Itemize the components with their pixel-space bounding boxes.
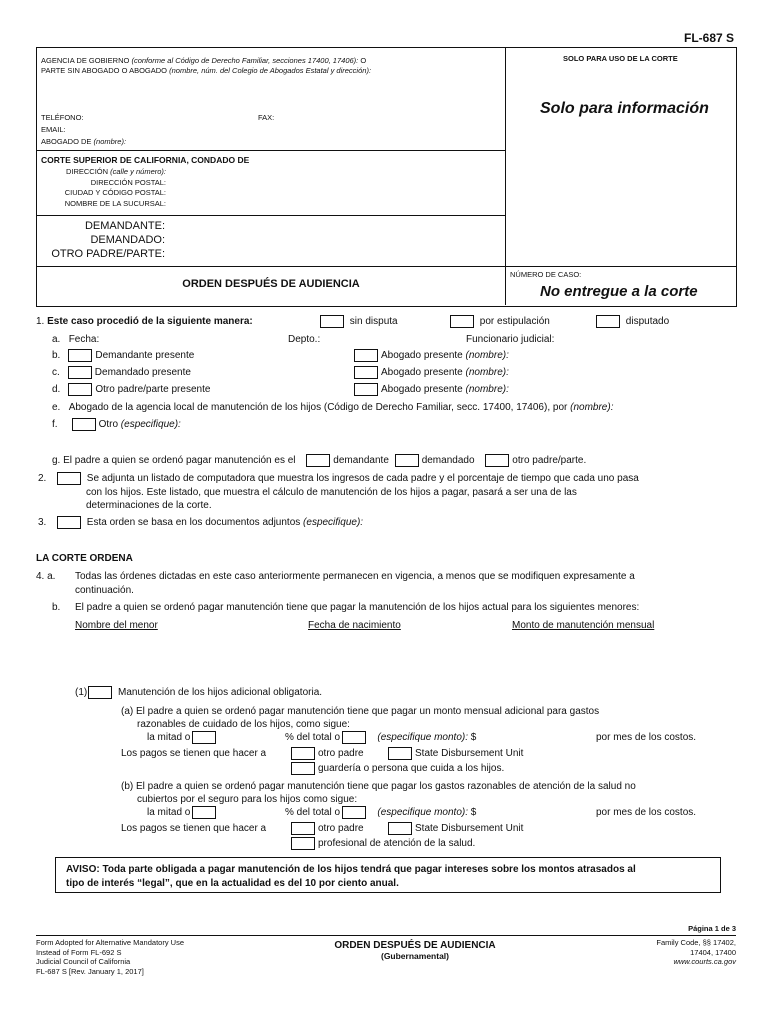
demandante-label: DEMANDANTE: <box>84 220 165 232</box>
footer-left <box>36 938 184 976</box>
footer-right3: www.courts.ca.gov <box>673 957 736 966</box>
footer-left4: FL-687 S [Rev. January 1, 2017] <box>36 966 144 976</box>
item1b-dollar: $ <box>470 807 477 819</box>
caption-hline-2 <box>36 215 506 216</box>
s1-opt2 <box>450 315 550 328</box>
s3-note: (especifique): <box>303 517 364 529</box>
col-monto: Monto de manutención mensual <box>512 620 655 631</box>
s1c-right-text: Abogado presente <box>381 367 463 379</box>
s4a-line2: continuación. <box>75 585 134 596</box>
case-number-label: NÚMERO DE CASO: <box>510 270 582 279</box>
item1b-sdu-checkbox[interactable] <box>388 822 412 835</box>
footer-left2: Instead of Form FL-692 S <box>36 947 122 957</box>
notice-box <box>55 857 721 893</box>
s1c-checkbox[interactable] <box>68 366 92 379</box>
footer-right2: 17404, 17400 <box>690 947 736 957</box>
s4a-line1: Todas las órdenes dictadas en este caso anteriormente permanecen en vigencia, a menos que se modifiquen expresamente a <box>75 571 635 582</box>
item1-text: Manutención de los hijos adicional obligatoria. <box>118 687 323 699</box>
s1f-letter: f. <box>52 419 58 431</box>
s1-opt2-checkbox[interactable] <box>450 315 474 328</box>
item1b-line2: cubiertos por el seguro para los hijos como sigue: <box>137 794 358 805</box>
s1e-row <box>52 401 613 414</box>
s1-header <box>36 315 253 328</box>
info-only-stamp: Solo para información <box>540 100 709 117</box>
s1f-text: Otro <box>98 419 119 431</box>
footer-center1: ORDEN DESPUÉS DE AUDIENCIA <box>334 940 496 951</box>
caption-hline-1 <box>36 150 506 151</box>
item1b-half-row <box>147 806 219 819</box>
caption-hline-3 <box>36 266 736 267</box>
col-fecha-nacimiento: Fecha de nacimiento <box>308 620 401 631</box>
s2-num: 2. <box>38 473 47 484</box>
item1a-daycare: guardería o persona que cuida a los hijos. <box>318 763 505 775</box>
party-line: PARTE SIN ABOGADO O ABOGADO <box>41 66 168 75</box>
item1b-half-checkbox[interactable] <box>192 806 216 819</box>
item1a-other-parent-checkbox[interactable] <box>291 747 315 760</box>
s1g-opt1-checkbox[interactable] <box>306 454 330 467</box>
s1c-right <box>354 366 509 379</box>
item1a-half: la mitad o <box>147 732 191 744</box>
party-note: (nombre, núm. del Colegio de Abogados Estatal y dirección): <box>169 66 372 75</box>
s1-opt2-label: por estipulación <box>479 316 550 328</box>
item1a-other-parent: otro padre <box>318 748 364 760</box>
s1b-checkbox[interactable] <box>68 349 92 362</box>
footer-left1: Form Adopted for Alternative Mandatory Use <box>36 938 184 947</box>
s3-num: 3. <box>38 517 47 528</box>
form-id: FL-687 S <box>683 31 734 45</box>
item1-checkbox[interactable] <box>88 686 112 699</box>
s1-opt3-label: disputado <box>625 316 670 328</box>
s1c-row <box>52 366 191 379</box>
s4b-text: El padre a quien se ordenó pagar manutención tiene que pagar la manutención de los hijos actual para los siguientes menores: <box>75 602 640 613</box>
item1a-half-row <box>147 731 219 744</box>
party-labels <box>41 219 165 261</box>
court-title: CORTE SUPERIOR DE CALIFORNIA, CONDADO DE <box>41 155 250 165</box>
item1a-specify: (especifique monto): <box>377 732 468 744</box>
footer-rule <box>36 935 736 936</box>
s4a-num: 4. a. <box>36 571 56 582</box>
page-number: Página 1 de 3 <box>688 924 736 933</box>
item1b-half: la mitad o <box>147 807 191 819</box>
s1-opt1 <box>320 315 398 328</box>
footer-left3: Judicial Council of California <box>36 957 131 966</box>
item1b-other-parent-checkbox[interactable] <box>291 822 315 835</box>
s1e-nombre: (nombre): <box>570 402 614 413</box>
footer-right1: Family Code, §§ 17402, <box>656 938 736 947</box>
item1a-pct-row <box>285 731 476 744</box>
s1d-right-checkbox[interactable] <box>354 383 378 396</box>
item1b-health: profesional de atención de la salud. <box>318 838 476 850</box>
item1b-pct-row <box>285 806 476 819</box>
order-title: ORDEN DESPUÉS DE AUDIENCIA <box>182 278 360 290</box>
s2-line1: Se adjunta un listado de computadora que muestra los ingresos de cada padre y el porcentaje de tiempo que cada uno pasa <box>86 473 639 485</box>
do-not-file-stamp: No entregue a la corte <box>540 283 698 300</box>
s1g-row <box>52 454 586 467</box>
s2-checkbox[interactable] <box>57 472 81 485</box>
item1a-line2: razonables de cuidado de los hijos, como sigue: <box>137 719 350 730</box>
s1d-letter: d. <box>52 384 61 396</box>
s1-opt3 <box>596 315 669 328</box>
s1d-text: Otro padre/parte presente <box>95 384 211 396</box>
item1a-other-parent-row <box>291 747 364 760</box>
item1a-payments: Los pagos se tienen que hacer a <box>121 748 267 759</box>
s1g-opt3-checkbox[interactable] <box>485 454 509 467</box>
s2-row <box>57 472 639 485</box>
s1-opt1-checkbox[interactable] <box>320 315 344 328</box>
s1-opt1-label: sin disputa <box>349 316 398 328</box>
s1g-opt3-label: otro padre/parte. <box>512 455 587 467</box>
orders-heading: LA CORTE ORDENA <box>36 553 133 564</box>
s3-checkbox[interactable] <box>57 516 81 529</box>
s3-text: Esta orden se basa en los documentos adjuntos <box>86 517 301 529</box>
item1b-other-parent-row <box>291 822 364 835</box>
footer-right <box>656 938 736 967</box>
direccion-postal-label: DIRECCIÓN POSTAL: <box>90 177 166 187</box>
s1b-nombre: (nombre): <box>465 350 509 362</box>
item1a-sdu-row <box>388 747 523 760</box>
s1b-text: Demandante presente <box>95 350 195 362</box>
item1a-pct: % del total o <box>285 732 341 744</box>
abogado-de-label <box>41 137 126 146</box>
s1b-row <box>52 349 194 362</box>
s1a-depto: Depto.: <box>288 334 321 345</box>
item1b-specify: (especifique monto): <box>377 807 468 819</box>
s1d-right-text: Abogado presente <box>381 384 463 396</box>
s1f-checkbox[interactable] <box>72 418 96 431</box>
s1b-letter: b. <box>52 350 61 362</box>
item1b-payments: Los pagos se tienen que hacer a <box>121 823 267 834</box>
item1b-pct: % del total o <box>285 807 341 819</box>
agency-block <box>41 56 501 76</box>
s1c-nombre: (nombre): <box>465 367 509 379</box>
direccion-note: (calle y número): <box>110 167 166 176</box>
s1b-right-checkbox[interactable] <box>354 349 378 362</box>
s1a-funcionario: Funcionario judicial: <box>466 334 555 345</box>
s1e-text: Abogado de la agencia local de manutención de los hijos (Código de Derecho Familiar, secc. 17400, 17406), por <box>68 402 568 413</box>
notice-text <box>66 863 636 891</box>
s1d-checkbox[interactable] <box>68 383 92 396</box>
item1b-per-month: por mes de los costos. <box>596 807 697 818</box>
agency-or: O <box>360 56 367 65</box>
item1a-daycare-row <box>291 762 504 775</box>
abogado-de-note: (nombre): <box>93 137 127 146</box>
demandado-label: DEMANDADO: <box>90 234 165 246</box>
abogado-de-text: ABOGADO DE <box>41 137 92 146</box>
s1d-right <box>354 383 509 396</box>
sucursal-label: NOMBRE DE LA SUCURSAL: <box>64 198 166 208</box>
item1a-sdu-checkbox[interactable] <box>388 747 412 760</box>
item1a-pct-checkbox[interactable] <box>342 731 366 744</box>
s1g-opt1-label: demandante <box>333 455 389 467</box>
item1b-line1: (b) El padre a quien se ordenó pagar manutención tiene que pagar los gastos razonables de atención de la salud no <box>121 781 636 792</box>
item1a-half-checkbox[interactable] <box>192 731 216 744</box>
item1b-other-parent: otro padre <box>318 823 364 835</box>
fax-label: FAX: <box>258 113 275 122</box>
s1f-row <box>52 418 181 431</box>
s1g-text: g. El padre a quien se ordenó pagar manutención es el <box>52 455 296 467</box>
ciudad-label: CIUDAD Y CÓDIGO POSTAL: <box>64 188 166 197</box>
s2-line2: con los hijos. Este listado, que muestra el cálculo de manutención de los hijos a pagar, pasará a ser una de las <box>86 487 577 498</box>
s1d-nombre: (nombre): <box>465 384 509 396</box>
item1a-line1: (a) El padre a quien se ordenó pagar manutención tiene que pagar un monto mensual adicional para gastos <box>121 706 600 717</box>
s1c-right-checkbox[interactable] <box>354 366 378 379</box>
item1b-sdu: State Disbursement Unit <box>415 823 524 835</box>
item1b-health-checkbox[interactable] <box>291 837 315 850</box>
notice-line1: AVISO: Toda parte obligada a pagar manutención de los hijos tendrá que pagar intereses sobre los montos atrasados al <box>66 864 636 875</box>
court-use-label: SOLO PARA USO DE LA CORTE <box>563 54 678 63</box>
telefono-label: TELÉFONO: <box>41 113 84 122</box>
s3-row <box>57 516 363 529</box>
col-nombre-menor: Nombre del menor <box>75 620 158 631</box>
s4b-letter: b. <box>52 602 61 613</box>
s1c-text: Demandado presente <box>94 367 191 379</box>
item1a-dollar: $ <box>470 732 477 744</box>
s1a-letter: a. <box>52 334 61 345</box>
otro-padre-label: OTRO PADRE/PARTE: <box>51 248 165 260</box>
s1a-fecha: Fecha: <box>68 334 100 345</box>
agency-label: AGENCIA DE GOBIERNO <box>41 56 130 65</box>
footer-center <box>300 940 530 961</box>
s1e-letter: e. <box>52 402 61 413</box>
s1-opt3-checkbox[interactable] <box>596 315 620 328</box>
direccion-label: DIRECCIÓN <box>65 167 109 176</box>
s1b-right <box>354 349 509 362</box>
s1-num: 1. <box>36 316 45 327</box>
s1g-opt2-label: demandado <box>421 455 475 467</box>
item1a-daycare-checkbox[interactable] <box>291 762 315 775</box>
notice-line2: tipo de interés “legal”, que en la actualidad es del 10 por ciento anual. <box>66 878 399 889</box>
item1-row <box>75 686 322 699</box>
s1-title: Este caso procedió de la siguiente manera: <box>47 316 253 327</box>
agency-note: (conforme al Código de Derecho Familiar, secciones 17400, 17406): <box>131 56 359 65</box>
s1d-row <box>52 383 210 396</box>
item1a-sdu: State Disbursement Unit <box>415 748 524 760</box>
s1a-row <box>52 333 99 346</box>
item1b-sdu-row <box>388 822 523 835</box>
item1b-health-row <box>291 837 475 850</box>
email-label: EMAIL: <box>41 125 66 134</box>
s1b-right-text: Abogado presente <box>381 350 463 362</box>
s2-line3: determinaciones de la corte. <box>86 500 212 511</box>
footer-center2: (Gubernamental) <box>380 951 449 961</box>
item1b-pct-checkbox[interactable] <box>342 806 366 819</box>
court-address-labels <box>41 167 166 209</box>
item1a-per-month: por mes de los costos. <box>596 732 697 743</box>
item1-num: (1) <box>75 687 88 699</box>
s1g-opt2-checkbox[interactable] <box>395 454 419 467</box>
s1f-note: (especifique): <box>120 419 181 431</box>
s1c-letter: c. <box>52 367 60 379</box>
